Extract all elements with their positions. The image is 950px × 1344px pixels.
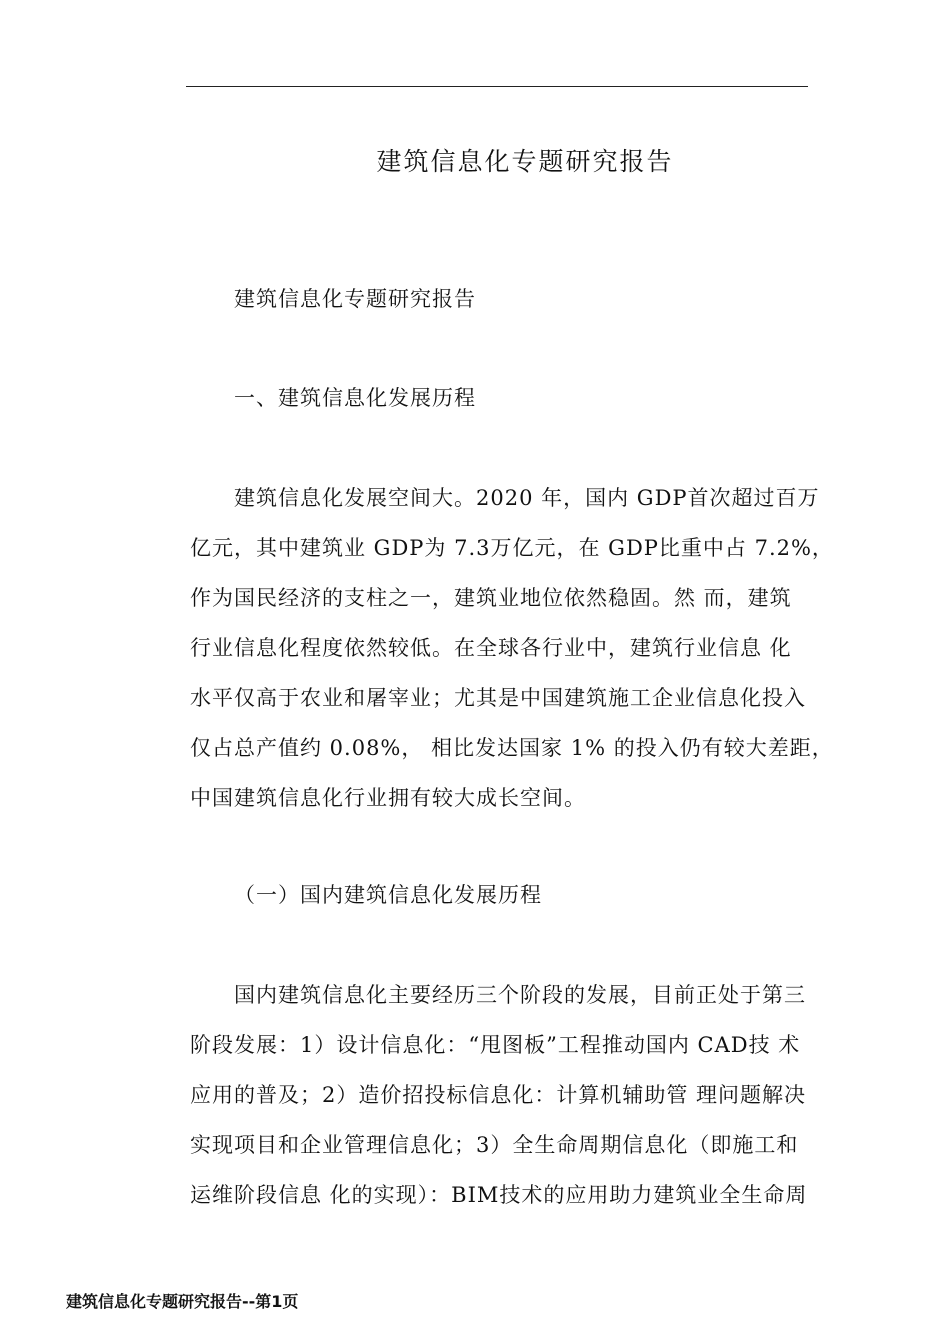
document-title: 建筑信息化专题研究报告 bbox=[376, 147, 674, 176]
paragraph-line: 阶段发展：1）设计信息化：“甩图板”工程推动国内 CAD技 术 bbox=[190, 1033, 801, 1057]
paragraph-line: 亿元，其中建筑业 GDP为 7.3万亿元，在 GDP比重中占 7.2%， bbox=[190, 536, 834, 560]
paragraph-line: 应用的普及；2）造价招投标信息化：计算机辅助管 理问题解决 bbox=[190, 1083, 807, 1107]
paragraph-line: 行业信息化程度依然较低。在全球各行业中，建筑行业信息 化 bbox=[190, 636, 792, 660]
paragraph-line: 水平仅高于农业和屠宰业；尤其是中国建筑施工企业信息化投入 bbox=[190, 686, 806, 710]
paragraph-line: 仅占总产值约 0.08%， 相比发达国家 1% 的投入仍有较大差距， bbox=[190, 736, 834, 760]
paragraph-line: 运维阶段信息 化的实现）：BIM技术的应用助力建筑业全生命周 bbox=[190, 1183, 808, 1207]
paragraph-line: 国内建筑信息化主要经历三个阶段的发展，目前正处于第三 bbox=[234, 983, 806, 1007]
header-rule bbox=[186, 86, 808, 87]
page-footer: 建筑信息化专题研究报告--第1页 bbox=[66, 1292, 299, 1311]
paragraph-line: 实现项目和企业管理信息化；3）全生命周期信息化（即施工和 bbox=[190, 1133, 799, 1157]
section-heading: 一、建筑信息化发展历程 bbox=[234, 386, 476, 410]
paragraph-line: 建筑信息化发展空间大。2020 年，国内 GDP首次超过百万 bbox=[234, 486, 820, 510]
paragraph-line: 中国建筑信息化行业拥有较大成长空间。 bbox=[190, 786, 586, 810]
document-subtitle: 建筑信息化专题研究报告 bbox=[234, 287, 476, 311]
paragraph-line: 作为国民经济的支柱之一，建筑业地位依然稳固。然 而，建筑 bbox=[190, 586, 792, 610]
subsection-heading: （一）国内建筑信息化发展历程 bbox=[234, 883, 542, 907]
